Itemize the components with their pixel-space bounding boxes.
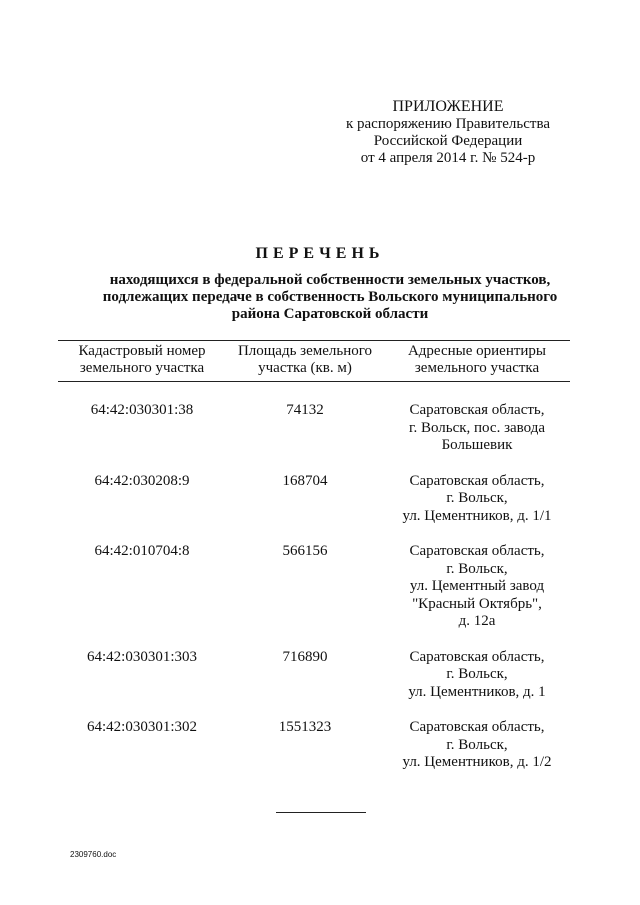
plot-address <box>384 473 570 544</box>
address-line: г. Вольск, пос. завода <box>408 419 546 436</box>
header-area <box>226 341 384 382</box>
cadastral-number: 64:42:030301:303 <box>86 648 197 665</box>
table-row <box>58 382 570 473</box>
footer-doc-id: 2309760.doc <box>70 850 117 859</box>
subtitle-line-2: подлежащих передаче в собственность Вольского муниципального <box>102 289 558 305</box>
document-subtitle <box>60 272 600 323</box>
address-line: Большевик <box>441 437 513 453</box>
appendix-line-2: Российской Федерации <box>373 133 523 149</box>
address-line: Саратовская область, <box>409 719 545 735</box>
address-line: "Красный Октябрь", <box>412 595 542 612</box>
plot-area: 566156 <box>282 543 328 559</box>
header-address-line-1: Адресные ориентиры <box>407 343 547 359</box>
address-line: г. Вольск, <box>446 560 508 577</box>
document-title: ПЕРЕЧЕНЬ <box>255 245 385 262</box>
table-row <box>58 543 570 649</box>
address-line: г. Вольск, <box>446 736 508 753</box>
plot-address <box>384 649 570 720</box>
address-line: г. Вольск, <box>446 490 508 506</box>
land-plots-table <box>58 340 570 790</box>
header-address <box>384 341 570 382</box>
address-line: д. 12а <box>458 613 496 629</box>
cadastral-number: 64:42:030301:302 <box>86 719 197 735</box>
plot-area: 168704 <box>282 472 328 489</box>
address-line: г. Вольск, <box>446 666 508 682</box>
appendix-line-1: к распоряжению Правительства <box>345 116 550 132</box>
table-row <box>58 719 570 790</box>
header-area-line-2: участка (кв. м) <box>258 360 352 376</box>
subtitle-line-3: района Саратовской области <box>231 306 429 322</box>
address-line: Саратовская область, <box>409 472 545 489</box>
header-cadastral-line-2: земельного участка <box>79 360 205 376</box>
plot-area: 1551323 <box>278 719 332 735</box>
address-line: ул. Цементный завод <box>409 578 545 594</box>
appendix-line-3: от 4 апреля 2014 г. № 524-р <box>360 150 536 166</box>
header-address-line-2: земельного участка <box>414 360 540 376</box>
cadastral-number: 64:42:030208:9 <box>94 472 190 489</box>
table-row <box>58 649 570 720</box>
cadastral-number: 64:42:030301:38 <box>90 402 194 418</box>
appendix-block <box>318 98 578 167</box>
header-cadastral-line-1: Кадастровый номер <box>78 343 206 359</box>
plot-address <box>384 719 570 790</box>
address-line: Саратовская область, <box>409 402 545 418</box>
table-row <box>58 473 570 544</box>
subtitle-line-1: находящихся в федеральной собственности земельных участков, <box>109 272 551 288</box>
appendix-title: ПРИЛОЖЕНИЕ <box>392 98 504 115</box>
address-line: Саратовская область, <box>409 648 545 665</box>
end-separator-line <box>276 812 366 813</box>
address-line: ул. Цементников, д. 1/2 <box>402 754 552 770</box>
plot-address <box>384 382 570 473</box>
header-cadastral-number <box>58 341 226 382</box>
header-area-line-1: Площадь земельного <box>237 343 373 359</box>
cadastral-number: 64:42:010704:8 <box>94 543 190 559</box>
plot-address <box>384 543 570 649</box>
table-header-row <box>58 341 570 382</box>
address-line: ул. Цементников, д. 1 <box>408 683 546 700</box>
plot-area: 716890 <box>282 648 328 665</box>
plot-area: 74132 <box>286 402 324 418</box>
address-line: Саратовская область, <box>409 543 545 559</box>
address-line: ул. Цементников, д. 1/1 <box>402 507 552 524</box>
